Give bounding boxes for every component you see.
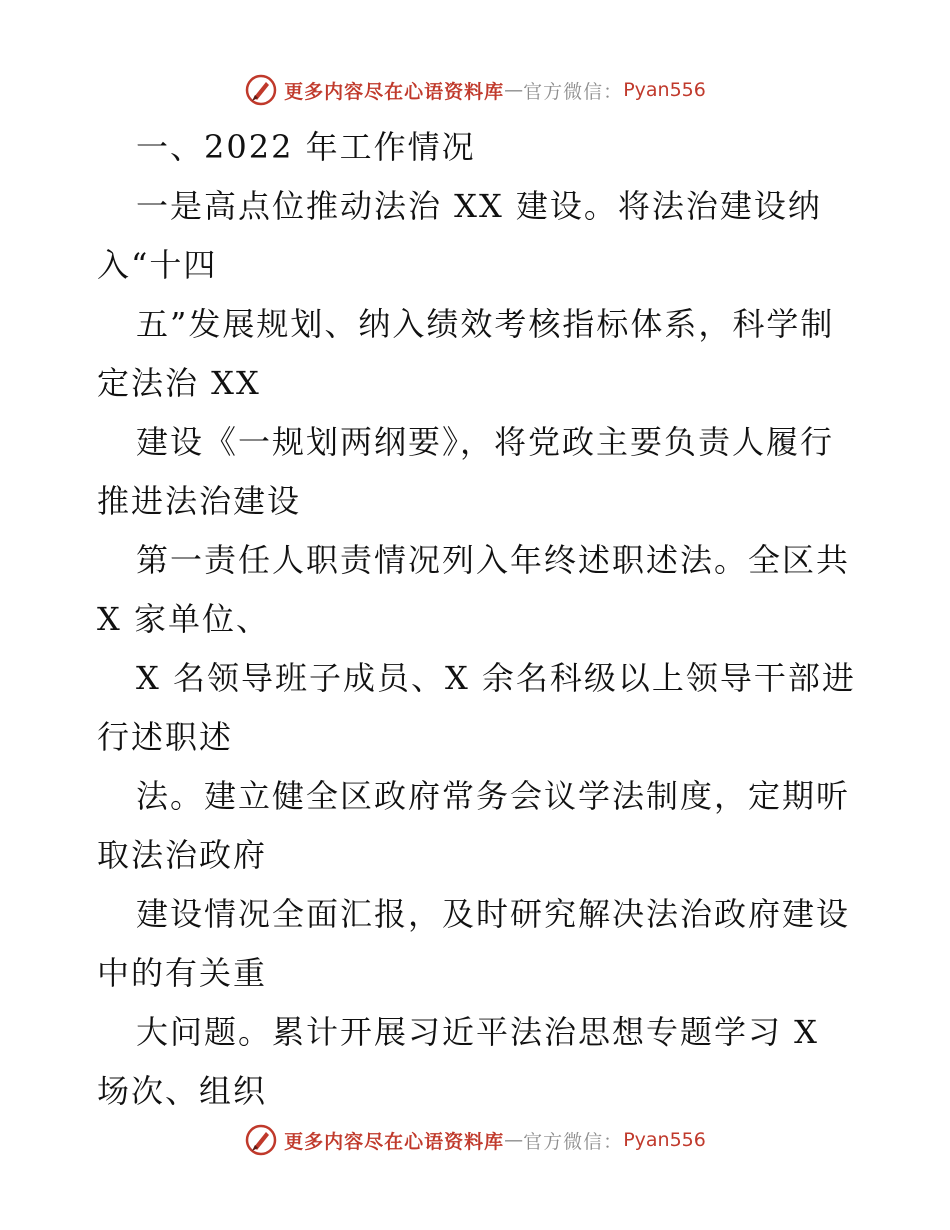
paragraph-line: 行述职述 [97, 718, 234, 756]
watermark-dash: — [504, 79, 524, 101]
watermark-site-text: 更多内容尽在心语资料库 [284, 1130, 505, 1153]
paragraph-line: 中的有关重 [97, 954, 268, 992]
paragraph-line: X 名领导班子成员、X 余名科级以上领导干部进 [136, 659, 856, 697]
paragraph-line: 建设情况全面汇报，及时研究解决法治政府建设 [136, 895, 851, 933]
watermark-wechat-id: Pyan556 [623, 1129, 706, 1151]
paragraph-line: 场次、组织 [97, 1072, 268, 1110]
paragraph-line: 第一责任人职责情况列入年终述职述法。全区共 [136, 541, 851, 579]
paragraph-line: 定法治 XX [97, 364, 261, 402]
header-watermark [0, 70, 950, 110]
paragraph-line: 取法治政府 [97, 836, 268, 874]
pen-nib-logo-icon [244, 73, 278, 107]
pen-nib-logo-icon [244, 1123, 278, 1157]
paragraph-line: X 家单位、 [97, 600, 270, 638]
paragraph-line: 法。建立健全区政府常务会议学法制度，定期听 [136, 777, 851, 815]
paragraph-line: 大问题。累计开展习近平法治思想专题学习 X [136, 1013, 819, 1051]
heading-work-status: 一、2022 年工作情况 [136, 128, 476, 166]
paragraph-line: 建设《一规划两纲要》，将党政主要负责人履行 [136, 423, 835, 461]
document-body [97, 118, 867, 1121]
paragraph-line: 推进法治建设 [97, 482, 302, 520]
watermark-wechat-label: 官方微信： [523, 80, 624, 103]
paragraph-line: 一是高点位推动法治 XX 建设。将法治建设纳 [136, 187, 822, 225]
footer-watermark [0, 1120, 950, 1160]
watermark-wechat-id: Pyan556 [623, 79, 706, 101]
watermark-wechat-label: 官方微信： [523, 1130, 624, 1153]
paragraph-line: 入“十四 [97, 246, 218, 284]
paragraph-line: 五”发展规划、纳入绩效考核指标体系，科学制 [136, 305, 835, 343]
watermark-site-text: 更多内容尽在心语资料库 [284, 80, 505, 103]
watermark-dash: — [504, 1129, 524, 1151]
